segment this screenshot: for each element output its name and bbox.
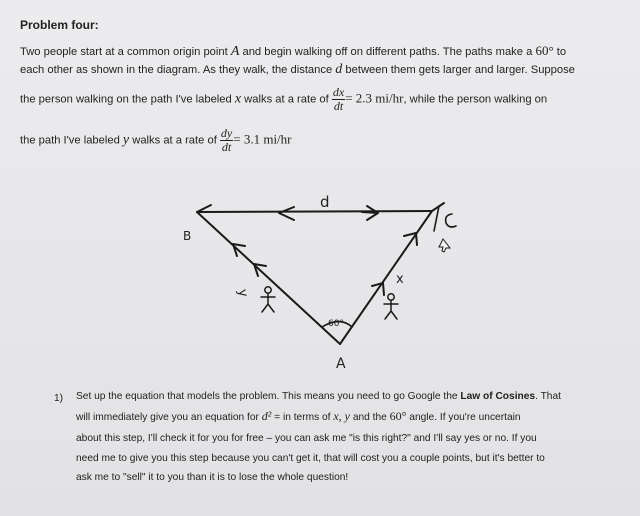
frac-num: dy [220,126,233,140]
text: angle. If you're uncertain [406,412,521,423]
text: walks at a rate of [241,93,329,106]
text: Set up the equation that models the problem. This means you need to go Google the [76,391,461,402]
label-B: B [183,229,192,243]
text: and begin walking off on different paths. The paths make a [239,46,536,58]
problem-heading: Problem four: [20,18,99,32]
label-angle: 60° [328,319,344,329]
text: walks at a rate of [129,134,217,147]
question-line-3: about this step, I'll check it for you for free – you can ask me "is this right?" and I'll say yes or no. If you [76,433,537,444]
side-y [197,212,340,344]
text: Two people start at a common origin point [20,46,231,58]
label-x: x [396,272,404,287]
text: = in terms of [271,412,334,423]
question-number: 1) [54,393,64,404]
var-d: d [335,62,343,77]
angle-60: 60° [389,409,407,423]
text: and the [350,412,390,423]
question-line-2 [76,408,521,427]
text: between them gets larger and larger. Suppose [342,64,575,76]
label-d: d [320,193,330,211]
arrow-left-icon [279,207,294,220]
text: each other as shown in the diagram. As they walk, the distance [20,64,336,76]
rate-y: = 3.1 mi/hr [233,131,292,147]
var-y: y [122,132,130,148]
text: the path I've labeled [20,134,123,147]
walker-x-icon [384,294,398,319]
expr-d-squared: d² [261,409,272,423]
side-x [340,211,432,344]
var-x: x [234,91,242,107]
label-y: y [234,288,251,299]
text: . That [535,391,561,402]
frac-den: dt [333,99,344,113]
question-line-5: ask me to "sell" it to you than it is to lose the whole question! [76,472,349,483]
question-line-4: need me to give you this step because you can't get it, that will cost you a couple points, but it's better to [76,453,545,464]
side-d [197,211,432,212]
frac-den: dt [221,140,232,154]
var-A: A [230,44,240,59]
label-A: A [336,356,346,372]
angle-60: 60° [535,43,554,58]
question-line-1 [76,388,561,406]
label-C-glyph [446,214,456,227]
law-of-cosines-emphasis: Law of Cosines [460,391,536,402]
walker-y-icon [261,287,275,312]
text: to [553,46,567,58]
cursor-icon [439,239,450,252]
text: will immediately give you an equation for [76,412,262,423]
text: , while the person walking on [403,93,548,106]
expr-xy: x, y [333,409,350,423]
frac-num: dx [332,85,345,99]
rate-x: = 2.3 mi/hr [345,90,404,106]
arrow-right-icon [362,206,378,220]
text: the person walking on the path I've labeled [20,93,235,106]
